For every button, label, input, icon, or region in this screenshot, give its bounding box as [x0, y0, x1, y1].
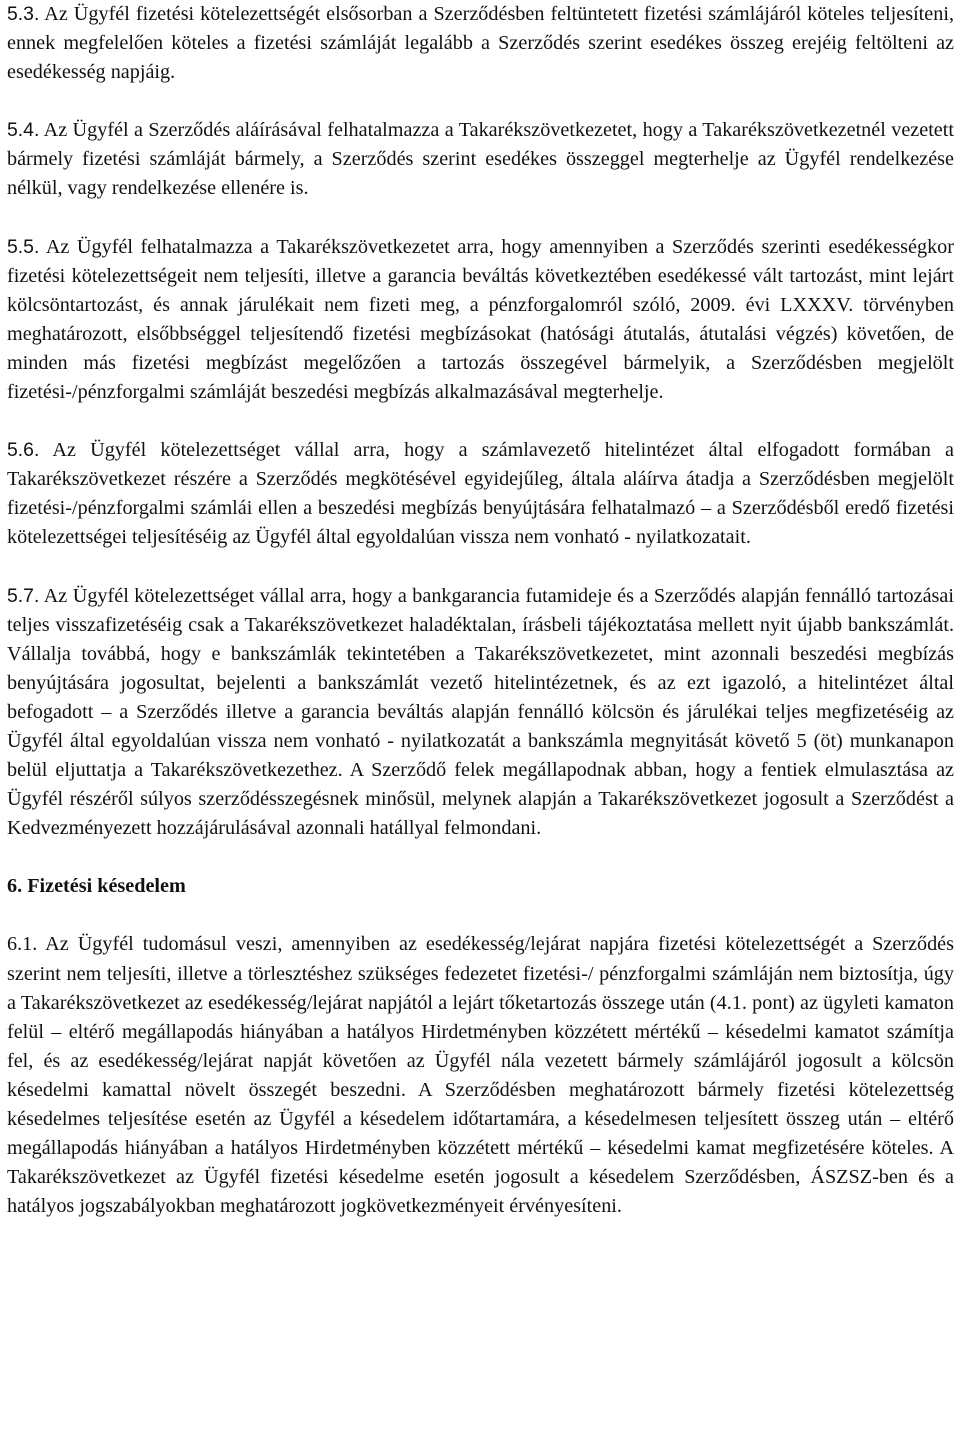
paragraph-6-1 [7, 930, 954, 1221]
paragraph-number: 5.4. [7, 119, 40, 142]
paragraph-spacer [7, 87, 954, 116]
document-page [7, 0, 954, 1221]
paragraph-text: Az Ügyfél tudomásul veszi, amennyiben az esedékesség/lejárat napjára fizetési kötelezettségét a Szerződés szerint nem teljesíti, illetve a törlesztéshez szükséges fedezetet fizetési-/ pénzforgalmi számláján nem biztosítja, úgy a Takarékszövetkezet az esedékesség/lejárat napjától a lejárt tőketartozás összege után (4.1. pont) az ügyleti kamaton felül – eltérő megállapodás hiányában a hatályos Hirdetményben közzétett mértékű – késedelmi kamatot számítja fel, és az esedékesség/lejárat napját követően az Ügyfél nála vezetett bármely számlájáról jogosult a kölcsön késedelmi kamattal növelt összegét beszedni. A Szerződésben meghatározott bármely fizetési kötelezettség késedelmes teljesítése esetén az Ügyfél a késedelem időtartamára, a késedelmesen teljesített összeg után – eltérő megállapodás hiányában a hatályos Hirdetményben közzétett mértékű – késedelmi kamat megfizetésére köteles. A Takarékszövetkezet az Ügyfél fizetési késedelme esetén jogosult a késedelem Szerződésben, ÁSZSZ-ben és a hatályos jogszabályokban meghatározott jogkövetkezményeit érvényesíteni. [7, 933, 954, 1218]
paragraph-spacer [7, 843, 954, 872]
paragraph-text: Az Ügyfél felhatalmazza a Takarékszövetkezetet arra, hogy amennyiben a Szerződés szerinti esedékességkor fizetési kötelezettségeit nem teljesíti, illetve a garancia beváltás következtében esedékessé vált tartozást, mint lejárt kölcsöntartozást, és annak járulékait nem fizeti meg, a pénzforgalomról szóló, 2009. évi LXXXV. törvényben meghatározott, elsőbbséggel teljesítendő fizetési megbízásokat (hatósági átutalás, átutalási végzés) követően, de minden más fizetési megbízást megelőzően a tartozás összegével bármelyik, a Szerződésben megjelölt fizetési-/pénzforgalmi számláját beszedési megbízás alkalmazásával megterhelje. [7, 235, 955, 404]
paragraph-spacer [7, 901, 954, 930]
paragraph-spacer [7, 407, 954, 436]
section-heading: 6. Fizetési késedelem [7, 875, 186, 898]
paragraph-text: Az Ügyfél kötelezettséget vállal arra, hogy a számlavezető hitelintézet által elfogadott formában a Takarékszövetkezet részére a Szerződés megkötésével egyidejűleg, általa aláírva átadja a Szerződésben megjelölt fizetési-/pénzforgalmi számlái ellen a beszedési megbízás benyújtására felhatalmazó – a Szerződésből eredő fizetési kötelezettségei teljesítéséig az Ügyfél által egyoldalúan vissza nem vonható - nyilatkozatait. [7, 439, 955, 549]
paragraph-spacer [7, 204, 954, 233]
paragraph-spacer [7, 553, 954, 582]
paragraph-text: Az Ügyfél fizetési kötelezettségét elsősorban a Szerződésben feltüntetett fizetési számlájáról köteles teljesíteni, ennek megfelelően köteles a fizetési számláját legalább a Szerződés szerint esedékes összeg erejéig feltölteni az esedékesség napjáig. [7, 3, 954, 84]
paragraph-number: 5.6. [7, 439, 40, 462]
paragraph-5-3 [7, 0, 954, 87]
paragraph-5-6 [7, 436, 954, 552]
paragraph-text: Az Ügyfél a Szerződés aláírásával felhatalmazza a Takarékszövetkezetet, hogy a Takarékszövetkezetnél vezetett bármely fizetési számláját bármely, a Szerződés szerint esedékes összeggel megterhelje az Ügyfél rendelkezése nélkül, vagy rendelkezése ellenére is. [7, 119, 954, 200]
paragraph-number: 5.7. [7, 584, 40, 607]
paragraph-number: 5.3. [7, 3, 40, 25]
paragraph-number: 6.1. [7, 933, 38, 956]
paragraph-5-5 [7, 233, 954, 408]
paragraph-5-7 [7, 582, 954, 844]
paragraph-number: 5.5. [7, 235, 40, 258]
paragraph-5-4 [7, 116, 954, 203]
paragraph-text: Az Ügyfél kötelezettséget vállal arra, hogy a bankgarancia futamideje és a Szerződés alapján fennálló tartozásai teljes visszafizetéséig csak a Takarékszövetkezet haladéktalan, írásbeli tájékoztatása mellett nyit újabb bankszámlát. Vállalja továbbá, hogy e bankszámlák tekintetében a Takarékszövetkezetet, mint azonnali beszedési megbízás benyújtására jogosultat, bejelenti a bankszámlát vezető hitelintézetnek, és az ezt igazoló, a hitelintézet által befogadott – a Szerződés illetve a garancia beváltás alapján fennálló kölcsön és járulékai teljes megfizetéséig az Ügyfél által egyoldalúan vissza nem vonható - nyilatkozatát a bankszámla megnyitását követő 5 (öt) munkanapon belül eljuttatja a Takarékszövetkezethez. A Szerződő felek megállapodnak abban, hogy a fentiek elmulasztása az Ügyfél részéről súlyos szerződésszegésnek minősül, melynek alapján a Takarékszövetkezet jogosult a Szerződést a Kedvezményezett hozzájárulásával azonnali hatállyal felmondani. [7, 584, 954, 840]
